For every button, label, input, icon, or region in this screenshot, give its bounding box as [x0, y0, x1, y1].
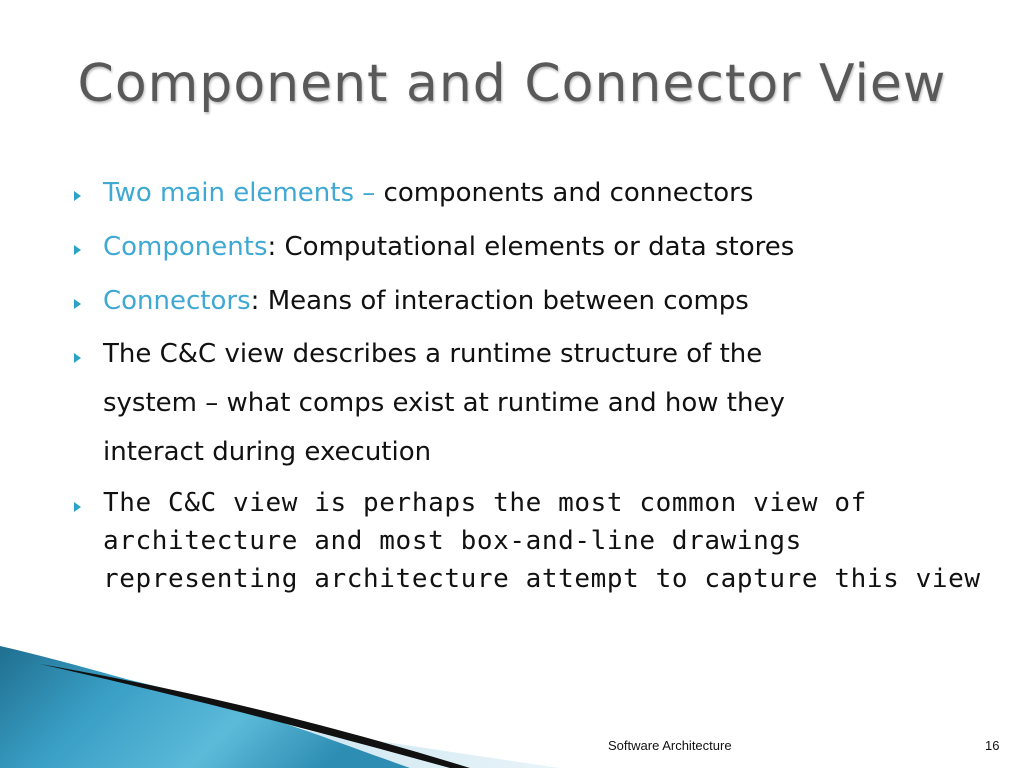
bullet-text-line: interact during execution	[103, 437, 432, 467]
bullet-heading: Two main elements	[103, 178, 354, 208]
bullet-text: Computational elements or data stores	[284, 232, 795, 262]
bullet-arrow-icon	[74, 502, 81, 512]
bullet-text: components and connectors	[383, 178, 754, 208]
bullet-separator: –	[354, 178, 384, 208]
slide-title: Component and Connector View	[77, 54, 947, 114]
bullet-heading: Connectors	[103, 286, 251, 316]
bullet-arrow-icon	[74, 191, 81, 201]
bullet-text: Means of interaction between comps	[267, 286, 749, 316]
bullet-text-line: representing architecture attempt to capture this view	[103, 564, 981, 594]
bullet-text-line: architecture and most box-and-line drawings	[103, 526, 802, 556]
footer-page-number: 16	[985, 738, 1000, 753]
bullet-arrow-icon	[74, 353, 81, 363]
bullet-text-line: The C&C view is perhaps the most common view of	[103, 488, 867, 518]
footer-course-name: Software Architecture	[608, 738, 732, 753]
bullet-separator: :	[267, 232, 285, 262]
bullet-text-line: system – what comps exist at runtime and how they	[103, 388, 785, 418]
bullet-arrow-icon	[74, 245, 81, 255]
bullet-heading: Components	[103, 232, 268, 262]
bullet-text-line: The C&C view describes a runtime structure of the	[103, 339, 763, 369]
bullet-arrow-icon	[74, 299, 81, 309]
bullet-separator: :	[250, 286, 268, 316]
